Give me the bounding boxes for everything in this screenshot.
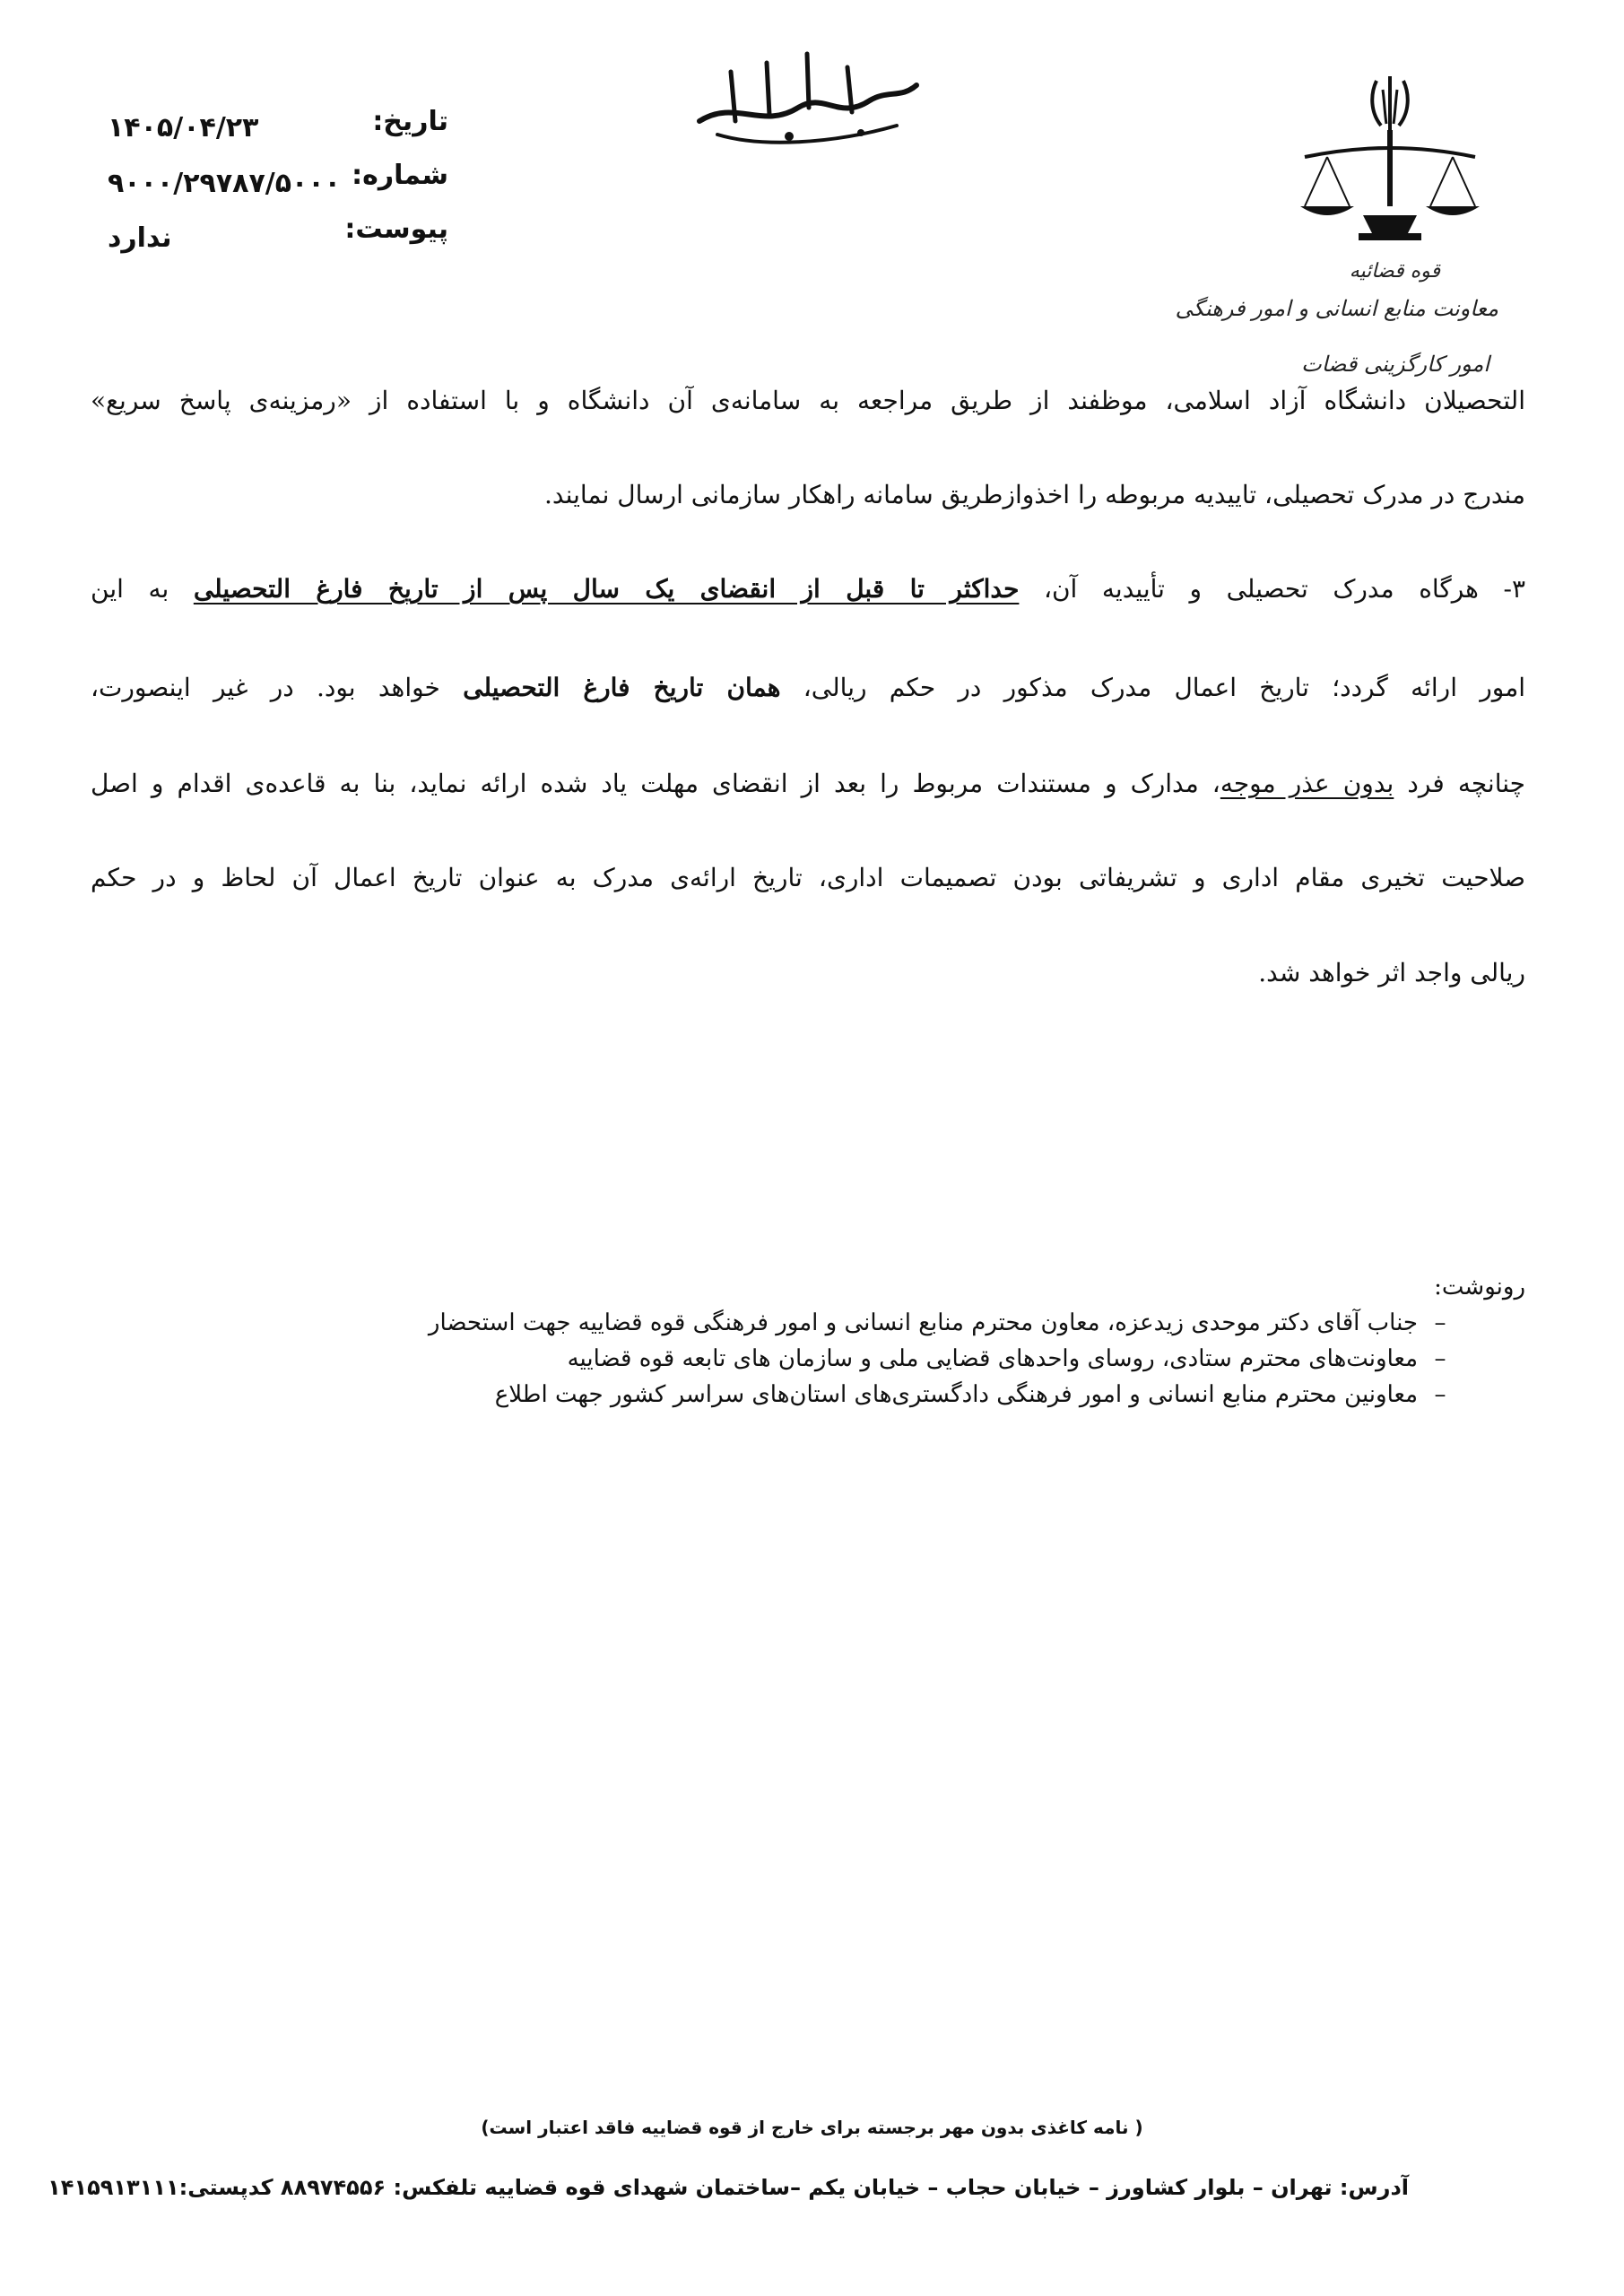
- cc-title: رونوشت:: [1434, 1274, 1525, 1300]
- body-p2-line1-a: ۳- هرگاه مدرک تحصیلی و تأییدیه آن،: [1019, 574, 1525, 604]
- body-p2-line2-c: خواهد بود. در غیر اینصورت،: [91, 673, 464, 702]
- body-p2-line2: [91, 673, 1525, 702]
- cc-item: [429, 1309, 1463, 1336]
- cc-item-text: معاونت‌های محترم ستادی، روسای واحدهای قضایی ملی و سازمان های تابعه قوه قضاییه: [567, 1345, 1418, 1372]
- body-p2-line1: [91, 574, 1525, 604]
- iran-emblem-scales-icon: [1291, 72, 1489, 251]
- body-p2-line3-a: چنانچه فرد: [1394, 769, 1525, 798]
- cc-item-text: معاونین محترم منابع انسانی و امور فرهنگی دادگستری‌های استان‌های سراسر کشور جهت اطلاع: [494, 1381, 1418, 1408]
- cc-item-text: جناب آقای دکتر موحدی زیدعزه، معاون محترم منابع انسانی و امور فرهنگی قوه قضاییه جهت استحضار: [428, 1309, 1418, 1336]
- org-line-3: امور کارگزینی قضات: [1301, 352, 1489, 377]
- body-p2-line1-emphasis: حداکثر تا قبل از انقضای یک سال پس از تاریخ فارغ التحصیلی: [193, 574, 1020, 604]
- body-p2-line3-c: ، مدارک و مستندات مربوط را بعد از انقضای مهلت یاد شده ارائه نماید، بنا به قاعده‌ی اقدام و اصل: [91, 769, 1220, 798]
- bismillah-calligraphy-icon: [682, 36, 933, 152]
- number-label: شماره:: [352, 160, 448, 191]
- cc-item: [495, 1381, 1463, 1408]
- attachment-label: پیوست:: [344, 213, 448, 245]
- cc-dash: –: [1434, 1309, 1446, 1336]
- attachment-value: ندارد: [108, 222, 172, 254]
- date-value: ۱۴۰۵/۰۴/۲۳: [108, 112, 259, 144]
- cc-dash: –: [1434, 1345, 1446, 1372]
- cc-item: [568, 1345, 1463, 1372]
- number-value: ۹۰۰۰/۲۹۷۸۷/۵۰۰۰: [108, 168, 341, 199]
- cc-dash: –: [1434, 1381, 1446, 1408]
- footer-address: آدرس: تهران – بلوار کشاورز – خیابان حجاب – خیابان یکم –ساختمان شهدای قوه قضاییه تلفکس: ۸۸۹۷۴۵۵۶ کدپستی:۱۴۱۵۹۱۳۱۱۱: [48, 2175, 1409, 2200]
- date-label: تاریخ:: [372, 106, 448, 137]
- judiciary-emblem: [1291, 72, 1489, 251]
- body-p2-line1-c: به این: [91, 574, 194, 604]
- body-p2-line3: [91, 769, 1525, 798]
- body-p2-line3-emphasis: بدون عذر موجه: [1220, 769, 1394, 798]
- body-p1-line1: التحصیلان دانشگاه آزاد اسلامی، موظفند از طریق مراجعه به سامانه‌ی آن دانشگاه و با استفاده از «رمزینه‌ی پاسخ سریع»: [91, 386, 1525, 415]
- body-p2-line2-a: امور ارائه گردد؛ تاریخ اعمال مدرک مذکور در حکم ریالی،: [780, 673, 1525, 702]
- body-p2-line4: صلاحیت تخیری مقام اداری و تشریفاتی بودن تصمیمات اداری، تاریخ ارائه‌ی مدرک به عنوان تاریخ اعمال آن لحاظ و در حکم: [91, 863, 1525, 892]
- footer-note: ( نامه کاغذی بدون مهر برجسته برای خارج از قوه قضاییه فاقد اعتبار است): [481, 2117, 1143, 2138]
- bismillah-calligraphy: [682, 36, 933, 152]
- org-line-2: معاونت منابع انسانی و امور فرهنگی: [1175, 296, 1498, 321]
- body-p1-line2: مندرج در مدرک تحصیلی، تاییدیه مربوطه را اخذوازطریق سامانه راهکار سازمانی ارسال نمایند.: [544, 480, 1525, 509]
- body-p2-line5: ریالی واجد اثر خواهد شد.: [1258, 958, 1525, 987]
- body-p2-line2-emphasis: همان تاریخ فارغ التحصیلی: [463, 673, 781, 702]
- org-line-1: قوه قضائیه: [1349, 260, 1440, 283]
